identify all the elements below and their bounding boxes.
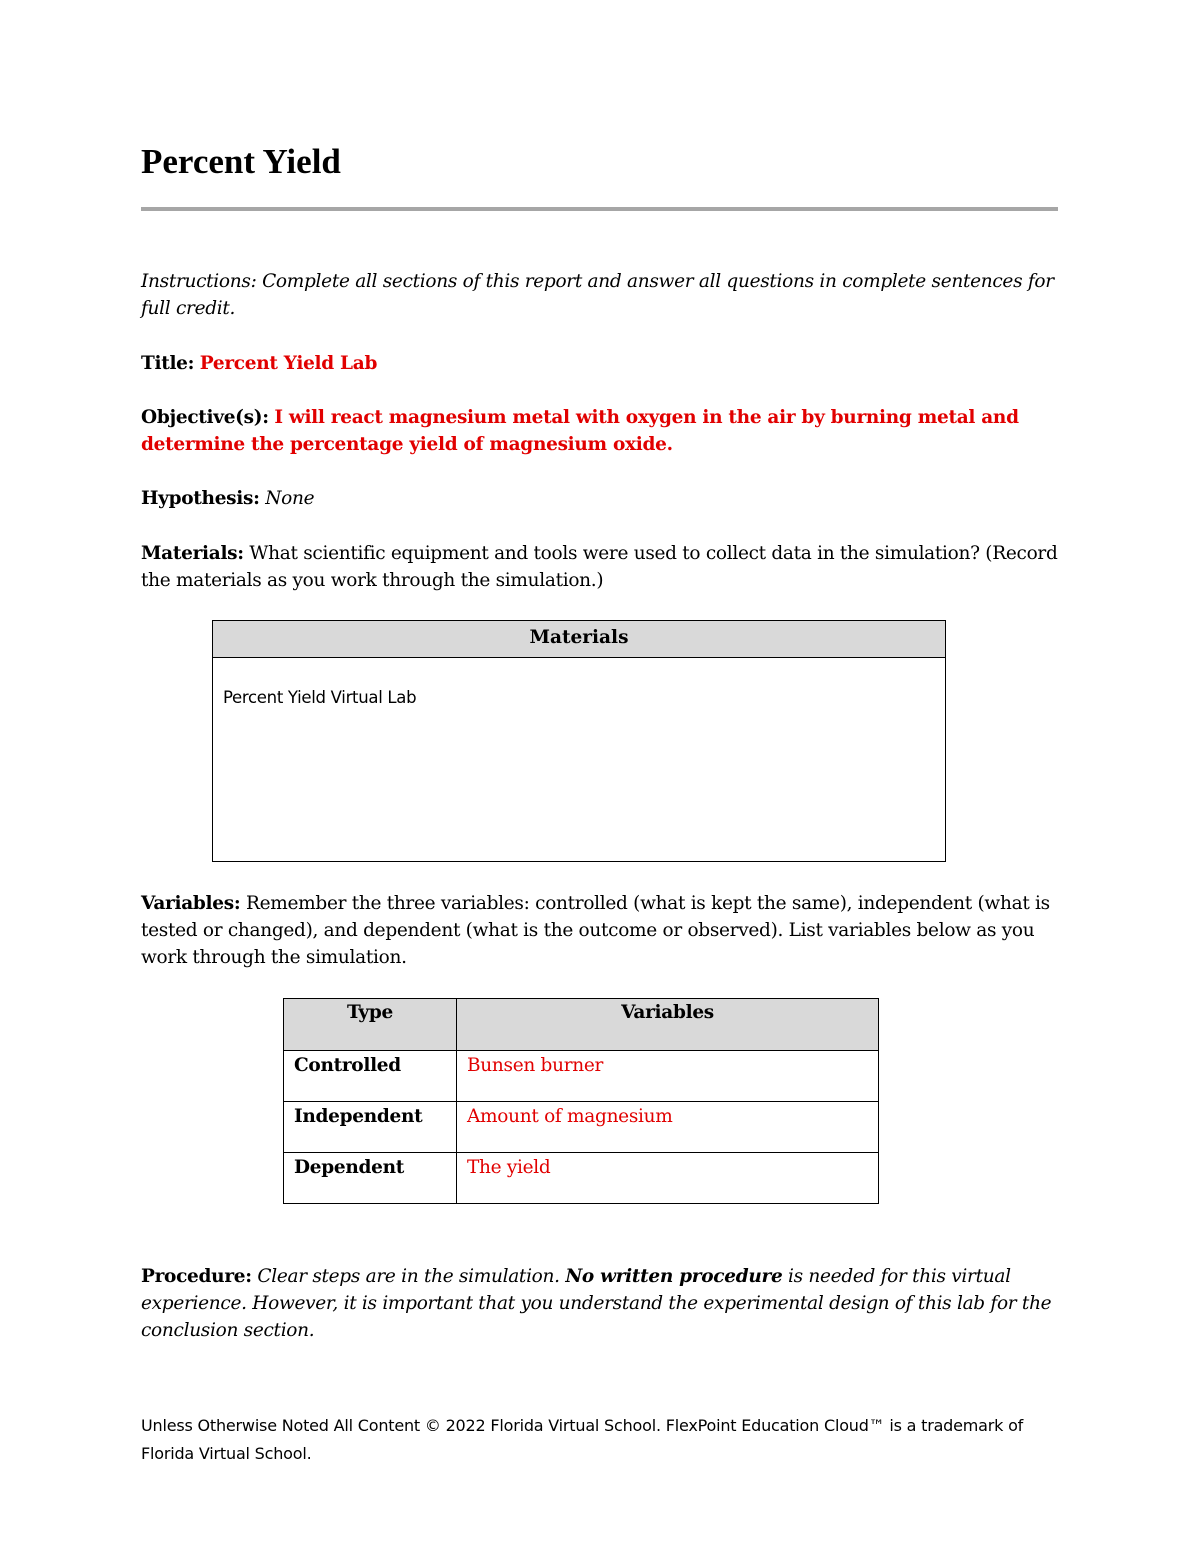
- materials-table-header: Materials: [213, 621, 945, 658]
- type-column-header: Type: [284, 999, 457, 1051]
- materials-table: [212, 620, 946, 862]
- materials-field: [141, 540, 1061, 594]
- procedure-emphasis: No written procedure: [565, 1266, 783, 1287]
- variables-field: [141, 890, 1061, 971]
- materials-prompt: What scientific equipment and tools were used to collect data in the simulation? (Record the materials as you work through the simulation.): [141, 543, 1058, 591]
- page-title: Percent Yield: [141, 142, 341, 181]
- variable-value-cell[interactable]: The yield: [457, 1153, 879, 1204]
- objective-label: Objective(s):: [141, 407, 269, 428]
- variables-prompt: Remember the three variables: controlled (what is kept the same), independent (what is tested or changed), and dependent (what is the outcome or observed). List variables below as you work through the simulation.: [141, 893, 1050, 968]
- objective-field: [141, 404, 1061, 458]
- variable-type-cell: Independent: [284, 1102, 457, 1153]
- table-row: [284, 1051, 879, 1102]
- procedure-field: [141, 1263, 1061, 1344]
- variable-value-cell[interactable]: Amount of magnesium: [457, 1102, 879, 1153]
- procedure-text-b: is needed for this virtual experience. However, it is important that you understand the experimental design of this lab for the conclusion section.: [141, 1266, 1052, 1341]
- variables-table-header-row: [284, 999, 879, 1051]
- variables-label: Variables:: [141, 893, 241, 914]
- procedure-text-a: Clear steps are in the simulation.: [257, 1266, 560, 1287]
- instructions-text: Instructions: Complete all sections of this report and answer all questions in complete sentences for full credit.: [141, 271, 1054, 319]
- title-value: Percent Yield Lab: [199, 353, 378, 374]
- copyright-footer: Unless Otherwise Noted All Content © 2022 Florida Virtual School. FlexPoint Education Cloud™ is a trademark of Florida Virtual School.: [141, 1416, 1024, 1463]
- hypothesis-value: None: [265, 488, 315, 509]
- title-divider: [141, 207, 1058, 211]
- variable-value-cell[interactable]: Bunsen burner: [457, 1051, 879, 1102]
- variables-table: [283, 998, 879, 1204]
- materials-label: Materials:: [141, 543, 244, 564]
- hypothesis-label: Hypothesis:: [141, 488, 260, 509]
- title-field: [141, 350, 1061, 377]
- materials-table-cell[interactable]: Percent Yield Virtual Lab: [223, 688, 417, 707]
- variable-type-cell: Dependent: [284, 1153, 457, 1204]
- table-row: [284, 1153, 879, 1204]
- title-label: Title:: [141, 353, 195, 374]
- variables-column-header: Variables: [457, 999, 879, 1051]
- procedure-label: Procedure:: [141, 1266, 252, 1287]
- variable-type-cell: Controlled: [284, 1051, 457, 1102]
- hypothesis-field: [141, 485, 1061, 512]
- table-row: [284, 1102, 879, 1153]
- objective-value: I will react magnesium metal with oxygen in the air by burning metal and determine the percentage yield of magnesium oxide.: [141, 407, 1019, 455]
